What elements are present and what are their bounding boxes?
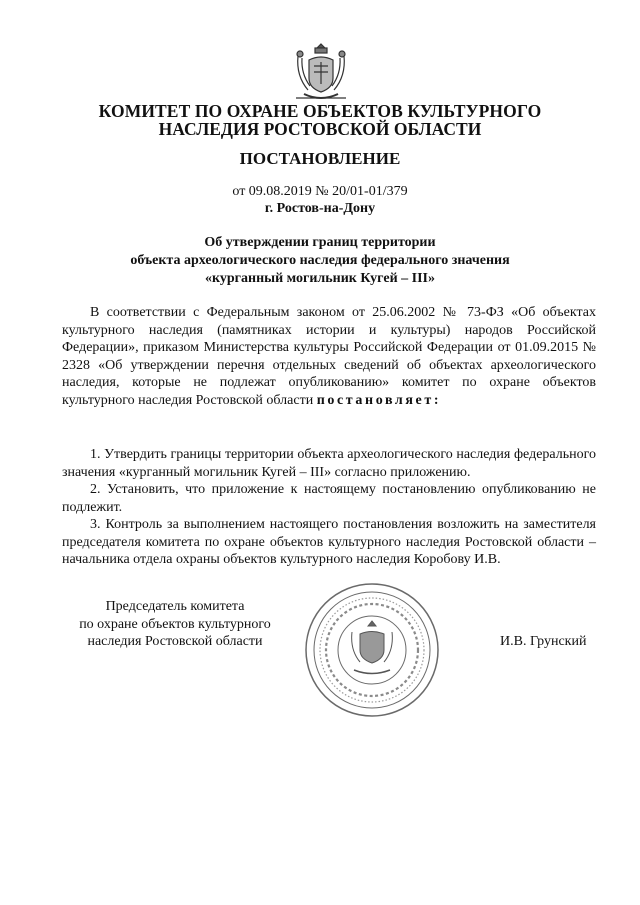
coat-of-arms-icon (290, 38, 352, 104)
position-line3: наследия Ростовской области (87, 634, 263, 649)
preamble (62, 304, 596, 409)
signatory-position (58, 598, 292, 651)
official-seal-icon (302, 580, 442, 720)
preamble-paragraph (62, 304, 596, 409)
title-line1: Об утверждении границ территории (204, 235, 436, 250)
preamble-text: В соответствии с Федеральным законом от 25.06.2002 № 73-ФЗ «Об объектах культурного наследия (памятниках истории и культуры) народов Российской Федерации», приказом Министерства культуры Российской Федерации от 01.09.2015 № 2328 «Об утверждении перечня отдельных сведений об объектах археологического наследия, которые не подлежат опубликованию» комитет по охране объектов культурного наследия Ростовской области (62, 305, 596, 408)
org-name-line1: КОМИТЕТ ПО ОХРАНЕ ОБЪЕКТОВ КУЛЬТУРНОГО (98, 101, 542, 121)
decision-word: постановляет: (316, 392, 442, 408)
resolution-item-1: 1. Утвердить границы территории объекта археологического наследия федерального значения «курганный могильник Кугей – III» согласно приложению. (62, 447, 596, 480)
resolution-item-2: 2. Установить, что приложение к настоящему постановлению опубликованию не подлежит. (62, 482, 596, 515)
resolution-item-3: 3. Контроль за выполнением настоящего постановления возложить на заместителя председателя комитета по охране объектов культурного наследия Ростовской области – начальника отдела охраны объектов культурного наследия Коробову И.В. (62, 517, 596, 567)
city: г. Ростов-на-Дону (264, 201, 376, 216)
document-title (0, 234, 640, 288)
date-number: от 09.08.2019 № 20/01-01/379 (232, 184, 408, 199)
resolution-items (62, 446, 596, 569)
document-type: ПОСТАНОВЛЕНИЕ (239, 149, 401, 168)
title-line3: «курганный могильник Кугей – III» (205, 271, 435, 286)
position-line1: Председатель комитета (105, 599, 245, 614)
org-name-line2: НАСЛЕДИЯ РОСТОВСКОЙ ОБЛАСТИ (158, 119, 482, 139)
title-line2: объекта археологического наследия федерального значения (130, 253, 510, 268)
position-line2: по охране объектов культурного (79, 616, 271, 632)
signatory-name: И.В. Грунский (500, 634, 587, 649)
